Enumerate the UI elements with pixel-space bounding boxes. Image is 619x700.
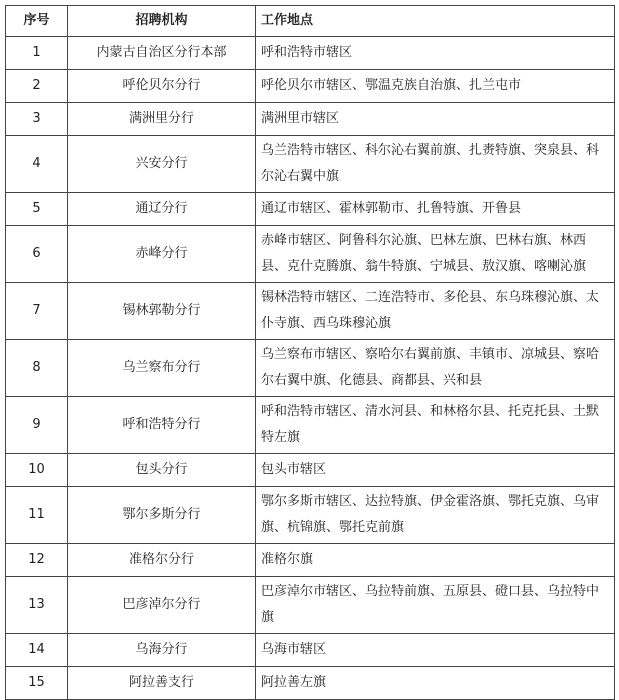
row-area: 乌兰浩特市辖区、科尔沁右翼前旗、扎赉特旗、突泉县、科尔沁右翼中旗 <box>256 136 615 193</box>
row-area: 呼伦贝尔市辖区、鄂温克族自治旗、扎兰屯市 <box>256 70 615 103</box>
row-org: 锡林郭勒分行 <box>68 283 256 340</box>
row-org: 通辽分行 <box>68 193 256 226</box>
table-row <box>6 136 615 193</box>
header-area: 工作地点 <box>256 6 615 37</box>
row-org: 巴彦淖尔分行 <box>68 577 256 634</box>
row-org: 呼伦贝尔分行 <box>68 70 256 103</box>
table-row <box>6 283 615 340</box>
row-area: 赤峰市辖区、阿鲁科尔沁旗、巴林左旗、巴林右旗、林西县、克什克腾旗、翁牛特旗、宁城县、敖汉旗、喀喇沁旗 <box>256 226 615 283</box>
row-area: 阿拉善左旗 <box>256 667 615 700</box>
table-row <box>6 487 615 544</box>
row-org: 赤峰分行 <box>68 226 256 283</box>
table-row <box>6 37 615 70</box>
row-org: 满洲里分行 <box>68 103 256 136</box>
table-row <box>6 193 615 226</box>
row-org: 内蒙古自治区分行本部 <box>68 37 256 70</box>
row-area: 准格尔旗 <box>256 544 615 577</box>
row-num: 11 <box>6 487 68 544</box>
row-area: 通辽市辖区、霍林郭勒市、扎鲁特旗、开鲁县 <box>256 193 615 226</box>
header-org: 招聘机构 <box>68 6 256 37</box>
row-org: 乌海分行 <box>68 634 256 667</box>
row-num: 3 <box>6 103 68 136</box>
row-area: 包头市辖区 <box>256 454 615 487</box>
row-num: 5 <box>6 193 68 226</box>
recruitment-table-container <box>5 5 614 700</box>
row-num: 10 <box>6 454 68 487</box>
row-area: 呼和浩特市辖区、清水河县、和林格尔县、托克托县、土默特左旗 <box>256 397 615 454</box>
row-num: 7 <box>6 283 68 340</box>
row-org: 乌兰察布分行 <box>68 340 256 397</box>
row-area: 乌兰察布市辖区、察哈尔右翼前旗、丰镇市、凉城县、察哈尔右翼中旗、化德县、商都县、兴和县 <box>256 340 615 397</box>
table-row <box>6 103 615 136</box>
row-num: 4 <box>6 136 68 193</box>
recruitment-table <box>5 5 615 700</box>
row-area: 锡林浩特市辖区、二连浩特市、多伦县、东乌珠穆沁旗、太仆寺旗、西乌珠穆沁旗 <box>256 283 615 340</box>
row-num: 15 <box>6 667 68 700</box>
row-org: 呼和浩特分行 <box>68 397 256 454</box>
row-num: 9 <box>6 397 68 454</box>
row-area: 巴彦淖尔市辖区、乌拉特前旗、五原县、磴口县、乌拉特中旗 <box>256 577 615 634</box>
row-num: 1 <box>6 37 68 70</box>
table-row <box>6 634 615 667</box>
table-row <box>6 454 615 487</box>
row-org: 阿拉善支行 <box>68 667 256 700</box>
table-row <box>6 70 615 103</box>
row-org: 包头分行 <box>68 454 256 487</box>
row-org: 兴安分行 <box>68 136 256 193</box>
row-num: 14 <box>6 634 68 667</box>
row-org: 鄂尔多斯分行 <box>68 487 256 544</box>
table-row <box>6 397 615 454</box>
row-num: 8 <box>6 340 68 397</box>
row-area: 鄂尔多斯市辖区、达拉特旗、伊金霍洛旗、鄂托克旗、乌审旗、杭锦旗、鄂托克前旗 <box>256 487 615 544</box>
row-num: 6 <box>6 226 68 283</box>
table-row <box>6 340 615 397</box>
table-row <box>6 577 615 634</box>
row-num: 12 <box>6 544 68 577</box>
table-row <box>6 667 615 700</box>
header-num: 序号 <box>6 6 68 37</box>
table-header-row <box>6 6 615 37</box>
row-area: 满洲里市辖区 <box>256 103 615 136</box>
row-num: 2 <box>6 70 68 103</box>
row-area: 呼和浩特市辖区 <box>256 37 615 70</box>
row-area: 乌海市辖区 <box>256 634 615 667</box>
row-num: 13 <box>6 577 68 634</box>
table-row <box>6 226 615 283</box>
table-row <box>6 544 615 577</box>
row-org: 准格尔分行 <box>68 544 256 577</box>
